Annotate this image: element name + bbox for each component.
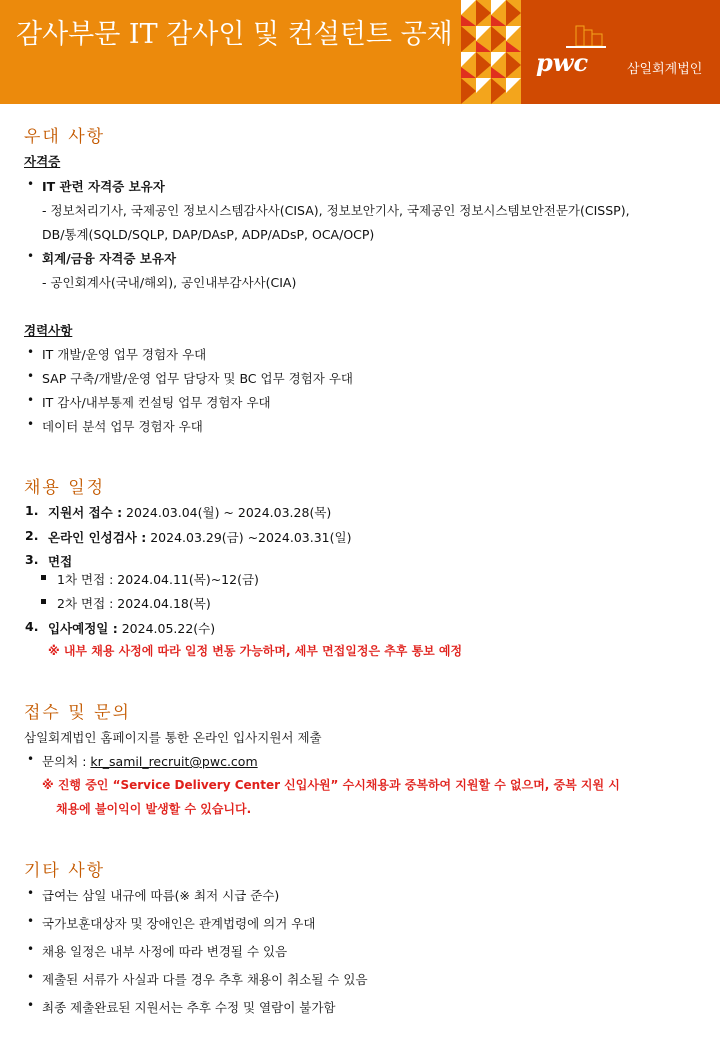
fin-cert-line: - 공인회계사(국내/해외), 공인내부감사사(CIA): [42, 275, 297, 290]
contact-line: [42, 752, 258, 770]
schedule-value: 2024.03.29(금) ~2024.03.31(일): [146, 530, 352, 545]
square-bullet-icon: [41, 575, 46, 580]
contact-intro: 삼일회계법인 홈페이지를 통한 온라인 입사지원서 제출: [24, 730, 322, 745]
cert-label: 자격증: [24, 154, 61, 169]
interview-item: 1차 면접 : 2024.04.11(목)~12(금): [57, 572, 259, 587]
schedule-label: 면접: [48, 554, 73, 569]
bullet: •: [27, 393, 35, 407]
bullet: •: [27, 970, 35, 984]
bullet: •: [27, 886, 35, 900]
bullet: •: [27, 177, 35, 191]
item-number: 1.: [25, 503, 39, 518]
pwc-logo: pwc: [536, 48, 589, 77]
list-item: SAP 구축/개발/운영 업무 담당자 및 BC 업무 경험자 우대: [42, 371, 353, 386]
list-item: 데이터 분석 업무 경험자 우대: [42, 419, 203, 434]
email-link[interactable]: kr_samil_recruit@pwc.com: [90, 754, 258, 769]
schedule-heading: 채용 일정: [24, 478, 106, 498]
interview-item: 2차 면접 : 2024.04.18(목): [57, 596, 211, 611]
schedule-item: [48, 528, 351, 546]
it-cert-line: DB/통계(SQLD/SQLP, DAP/DAsP, ADP/ADsP, OCA/OCP): [42, 227, 375, 242]
schedule-label: 온라인 인성검사 :: [48, 530, 147, 545]
bullet: •: [27, 345, 35, 359]
header-banner: [0, 0, 720, 104]
list-item: 제출된 서류가 사실과 다를 경우 추후 채용이 취소될 수 있음: [42, 972, 368, 987]
schedule-label: 입사예정일 :: [48, 621, 118, 636]
bullet: •: [27, 998, 35, 1012]
list-item: 국가보훈대상자 및 장애인은 관계법령에 의거 우대: [42, 916, 316, 931]
bullet: •: [27, 942, 35, 956]
decorative-pattern: [461, 0, 521, 104]
preferences-heading: 우대 사항: [24, 127, 106, 147]
list-item: 최종 제출완료된 지원서는 추후 수정 및 열람이 불가함: [42, 1000, 336, 1015]
firm-name: 삼일회계법인: [627, 62, 703, 77]
square-bullet-icon: [41, 599, 46, 604]
it-cert-line: - 정보처리기사, 국제공인 정보시스템감사사(CISA), 정보보안기사, 국제공인 정보시스템보안전문가(CISSP),: [42, 203, 630, 218]
bullet: •: [27, 752, 35, 766]
list-item: 채용 일정은 내부 사정에 따라 변경될 수 있음: [42, 944, 288, 959]
schedule-value: 2024.03.04(월) ~ 2024.03.28(목): [122, 505, 332, 520]
other-heading: 기타 사항: [24, 861, 106, 881]
it-cert-title: IT 관련 자격증 보유자: [42, 179, 165, 194]
bullet: •: [27, 249, 35, 263]
list-item: IT 개발/운영 업무 경험자 우대: [42, 347, 207, 362]
item-number: 4.: [25, 619, 39, 634]
list-item: IT 감사/내부통제 컨설팅 업무 경험자 우대: [42, 395, 271, 410]
item-number: 3.: [25, 552, 39, 567]
email-label: 문의처 :: [42, 754, 91, 769]
page-title: 감사부문 IT 감사인 및 컨설턴트 공채: [16, 19, 453, 50]
warning-line: 채용에 불이익이 발생할 수 있습니다.: [56, 802, 252, 816]
contact-heading: 접수 및 문의: [24, 703, 131, 723]
bullet: •: [27, 914, 35, 928]
building-icon: [566, 24, 606, 50]
schedule-note: ※ 내부 채용 사정에 따라 일정 변동 가능하며, 세부 면접일정은 추후 통보 예정: [48, 644, 463, 658]
list-item: 급여는 삼일 내규에 따름(※ 최저 시급 준수): [42, 888, 280, 903]
bullet: •: [27, 417, 35, 431]
schedule-value: 2024.05.22(수): [117, 621, 216, 636]
fin-cert-title: 회계/금융 자격증 보유자: [42, 251, 177, 266]
schedule-label: 지원서 접수 :: [48, 505, 123, 520]
schedule-item: [48, 619, 215, 637]
item-number: 2.: [25, 528, 39, 543]
bullet: •: [27, 369, 35, 383]
warning-line: ※ 진행 중인 “Service Delivery Center 신입사원” 수시채용과 중복하여 지원할 수 없으며, 중복 지원 시: [42, 778, 620, 792]
schedule-item: [48, 503, 331, 521]
career-label: 경력사항: [24, 323, 73, 338]
